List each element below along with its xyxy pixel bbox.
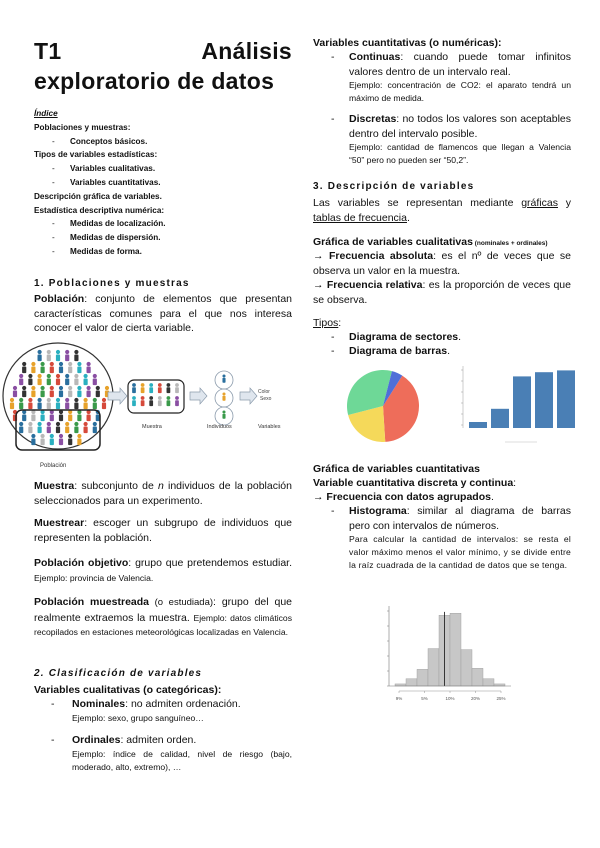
person-body	[93, 402, 97, 409]
muestra-def-a: : subconjunto de	[74, 480, 158, 492]
person-body	[41, 414, 45, 421]
frel-def: : es la proporción de veces que se observa.	[313, 279, 571, 306]
person-icon	[31, 362, 35, 366]
person-body	[22, 390, 26, 397]
index-item	[34, 176, 292, 190]
person-icon	[50, 434, 54, 438]
bar-mark	[469, 422, 487, 428]
objetivo-example: Ejemplo: provincia de Valencia.	[34, 572, 154, 583]
person-icon	[175, 396, 179, 400]
index-item	[34, 190, 292, 204]
bar-chart	[453, 362, 581, 446]
index-item-label: Tipos de variables estadísticas:	[34, 150, 158, 160]
nominales-dash: -	[51, 698, 55, 710]
ordinales-dash: -	[51, 734, 55, 746]
person-body	[102, 402, 106, 409]
muestrear-def: : escoger un subgrupo de individuos que representen la población.	[34, 517, 292, 544]
hist-x-tick-label: 25%	[496, 696, 506, 701]
index-item	[34, 245, 292, 259]
gcuant-heading: Gráfica de variables cuantitativas	[313, 463, 480, 475]
person-icon	[22, 362, 26, 366]
person-body	[222, 378, 225, 383]
index-item-label: Variables cualitativas.	[70, 164, 156, 174]
person-body	[84, 426, 88, 433]
person-icon	[68, 386, 72, 390]
person-icon	[65, 422, 69, 426]
bar-mark	[535, 372, 553, 428]
person-body	[19, 378, 23, 385]
histograma-item	[331, 504, 571, 572]
person-icon	[47, 398, 51, 402]
discretas-def: : no todos los valores son aceptables dentro del intervalo posible.	[349, 113, 571, 140]
person-icon	[47, 374, 51, 378]
person-icon	[50, 386, 54, 390]
person-body	[28, 378, 32, 385]
index-item	[34, 231, 292, 245]
person-body	[141, 387, 145, 393]
person-icon	[105, 386, 109, 390]
person-icon	[87, 362, 91, 366]
muestra-paragraph	[34, 479, 292, 508]
person-icon	[222, 410, 225, 413]
vdisc-heading: Variable cuantitativa discreta y continua	[313, 477, 514, 489]
tipos-line	[313, 316, 341, 331]
person-icon	[68, 434, 72, 438]
person-body	[47, 354, 51, 361]
person-body	[65, 426, 69, 433]
person-body	[84, 402, 88, 409]
person-body	[59, 414, 63, 421]
person-icon	[132, 396, 136, 400]
person-icon	[13, 386, 17, 390]
person-icon	[68, 362, 72, 366]
diagram-individuos-label: Individuos	[207, 424, 232, 430]
left-column	[34, 0, 292, 848]
person-icon	[56, 374, 60, 378]
discretas-item	[331, 112, 571, 167]
s3-text-c: .	[406, 211, 410, 224]
person-body	[19, 402, 23, 409]
person-icon	[59, 362, 63, 366]
person-body	[65, 354, 69, 361]
person-body	[65, 378, 69, 385]
tipos-colon: :	[338, 317, 342, 329]
person-icon	[59, 434, 63, 438]
person-body	[149, 387, 153, 393]
muestreada-def: : grupo del que realmente extraemos la muestra.	[34, 596, 293, 624]
muestreada-term: Población muestreada	[34, 596, 150, 608]
person-body	[96, 390, 100, 397]
section-3-heading: 3. Descripción de variables	[313, 181, 475, 192]
s3-paragraph	[313, 196, 571, 225]
person-body	[68, 366, 72, 373]
muestrear-paragraph	[34, 516, 292, 545]
person-body	[149, 400, 153, 406]
person-body	[74, 426, 78, 433]
person-body	[19, 426, 23, 433]
person-icon	[141, 396, 145, 400]
person-icon	[38, 374, 42, 378]
person-icon	[28, 398, 32, 402]
person-body	[87, 390, 91, 397]
vdisc-line	[313, 476, 516, 491]
person-icon	[141, 383, 145, 387]
objetivo-def: : grupo que pretendemos estudiar.	[128, 557, 292, 569]
objetivo-term: Población objetivo	[34, 557, 129, 569]
person-icon	[10, 398, 14, 402]
person-icon	[28, 422, 32, 426]
hist-x-tick-label: 20%	[470, 696, 481, 701]
person-icon	[19, 422, 23, 426]
person-body	[77, 390, 81, 397]
continuas-item	[331, 50, 571, 105]
person-icon	[41, 434, 45, 438]
person-body	[13, 390, 17, 397]
index-item-label: Poblaciones y muestras:	[34, 122, 131, 132]
poblacion-term: Población	[34, 293, 85, 305]
person-body	[31, 414, 35, 421]
vdisc-colon: :	[513, 477, 517, 489]
person-icon	[77, 386, 81, 390]
fabs-def: : es el nº de veces que se observa un valor en la muestra.	[313, 250, 571, 277]
discretas-example: Ejemplo: cantidad de flamencos que llegan a Valencia “50” pero no pueden ser “50,2”.	[349, 142, 571, 165]
frel-term: → Frecuencia relativa	[313, 279, 423, 291]
hist-x-tick-label: 9%	[395, 696, 403, 701]
person-icon	[38, 398, 42, 402]
person-icon	[222, 392, 225, 395]
histograma-dash: -	[331, 505, 335, 517]
person-icon	[31, 386, 35, 390]
person-icon	[38, 350, 42, 354]
person-body	[87, 414, 91, 421]
person-body	[38, 426, 42, 433]
frel-paragraph	[313, 278, 571, 307]
person-body	[84, 378, 88, 385]
muestra-def-b: individuos de la población seleccionados para un experimento.	[34, 480, 292, 507]
person-icon	[102, 398, 106, 402]
poblacion-paragraph	[34, 292, 292, 336]
index-item-label: Descripción gráfica de variables.	[34, 191, 162, 201]
poblacion-def: : conjunto de elementos que presentan características comunes para el que nos interesa conocer el valor de cierta variable.	[34, 293, 292, 334]
hist-bar	[483, 679, 494, 686]
tipo-1-label: Diagrama de sectores	[349, 331, 459, 343]
index-dash: -	[52, 177, 55, 187]
bar-mark	[491, 409, 509, 428]
person-body	[22, 366, 26, 373]
person-icon	[31, 434, 35, 438]
person-icon	[167, 383, 171, 387]
person-body	[68, 438, 72, 445]
cuantitativas-heading: Variables cuantitativas (o numéricas):	[313, 37, 502, 49]
hist-x-tick-label: 5%	[421, 696, 428, 701]
person-body	[38, 402, 42, 409]
person-body	[28, 426, 32, 433]
index-item-label: Medidas de localización.	[70, 219, 166, 229]
person-body	[50, 414, 54, 421]
cualitativas-heading: Variables cualitativas (o categóricas):	[34, 684, 222, 696]
person-icon	[222, 374, 225, 377]
continuas-term: Continuas	[349, 51, 401, 63]
person-body	[167, 387, 171, 393]
person-body	[50, 438, 54, 445]
index-dash: -	[52, 246, 55, 256]
person-icon	[47, 422, 51, 426]
person-icon	[74, 422, 78, 426]
person-icon	[77, 362, 81, 366]
index-list	[34, 121, 292, 259]
nominales-term: Nominales	[72, 698, 126, 710]
person-body	[50, 390, 54, 397]
person-body	[50, 366, 54, 373]
person-body	[87, 366, 91, 373]
person-icon	[59, 386, 63, 390]
person-body	[47, 402, 51, 409]
person-body	[65, 402, 69, 409]
nominales-example: Ejemplo: sexo, grupo sanguíneo…	[72, 712, 204, 723]
index-heading: Índice	[34, 109, 58, 118]
hist-bar	[406, 679, 417, 686]
person-body	[77, 366, 81, 373]
muestrear-term: Muestrear	[34, 517, 85, 529]
person-icon	[50, 362, 54, 366]
hist-bar	[472, 668, 483, 686]
index-item	[34, 217, 292, 231]
tipo-1: - Diagrama de sectores.	[331, 331, 462, 343]
muestreada-paren: (o estudiada)	[149, 597, 214, 608]
person-body	[22, 414, 26, 421]
person-icon	[41, 386, 45, 390]
ordinales-def: : admiten orden.	[120, 734, 197, 746]
nominales-def: : no admiten ordenación.	[125, 698, 241, 710]
person-icon	[28, 374, 32, 378]
s3-graficas: gráficas	[521, 197, 558, 209]
person-body	[59, 438, 63, 445]
gcual-heading: Gráfica de variables cualitativas	[313, 236, 473, 248]
person-body	[68, 390, 72, 397]
fabs-paragraph	[313, 249, 571, 278]
tipo-2: - Diagrama de barras.	[331, 345, 450, 357]
s3-text-a: Las variables se representan mediante	[313, 197, 522, 209]
index-item	[34, 148, 292, 162]
person-body	[93, 378, 97, 385]
person-body	[56, 402, 60, 409]
muestra-n: n	[157, 480, 164, 492]
person-body	[175, 387, 179, 393]
ordinales-item	[51, 733, 292, 774]
person-body	[47, 426, 51, 433]
person-body	[38, 354, 42, 361]
person-body	[222, 414, 225, 419]
person-body	[56, 378, 60, 385]
population-diagram	[0, 340, 300, 472]
fabs-term: → Frecuencia absoluta	[313, 250, 434, 262]
index-dash: -	[52, 233, 55, 243]
person-icon	[65, 350, 69, 354]
person-icon	[167, 396, 171, 400]
person-body	[56, 426, 60, 433]
person-body	[41, 438, 45, 445]
person-body	[41, 390, 45, 397]
person-body	[77, 438, 81, 445]
page-title: T1 Análisis exploratorio de datos	[34, 38, 292, 94]
person-body	[77, 414, 81, 421]
person-icon	[84, 374, 88, 378]
person-icon	[65, 374, 69, 378]
person-body	[222, 396, 225, 401]
person-body	[41, 366, 45, 373]
person-body	[132, 387, 136, 393]
histograma-example: Para calcular la cantidad de intervalos: se resta el valor máximo menos el valor mínimo, y se divide entre la raíz cuadrada de la cantidad de datos que se tenga.	[349, 534, 571, 570]
fagr-dot: .	[490, 491, 494, 503]
muestra-term: Muestra	[34, 480, 75, 492]
person-body	[10, 402, 14, 409]
diagram-variables-label: Variables	[258, 424, 281, 430]
diagram-sexo-label: Sexo	[260, 396, 272, 402]
person-icon	[84, 398, 88, 402]
histograma-def: : similar al diagrama de barras pero con intervalos de números.	[349, 505, 571, 532]
section-2-heading: 2. Clasificación de variables	[34, 668, 203, 679]
person-body	[132, 400, 136, 406]
hist-x-tick-label: 10%	[445, 696, 455, 701]
person-body	[74, 402, 78, 409]
index-dash: -	[52, 164, 55, 174]
person-icon	[158, 396, 162, 400]
person-body	[59, 390, 63, 397]
person-icon	[175, 383, 179, 387]
index-item	[34, 121, 292, 135]
person-body	[158, 400, 162, 406]
tipo-1-dash: -	[331, 331, 335, 343]
person-icon	[41, 362, 45, 366]
diagram-muestra-label: Muestra	[142, 424, 162, 430]
s3-text-b: y	[557, 197, 572, 209]
diagram-poblacion-label: Población	[40, 463, 67, 469]
person-icon	[74, 374, 78, 378]
person-body	[47, 378, 51, 385]
ordinales-term: Ordinales	[72, 734, 121, 746]
nominales-item	[51, 697, 292, 725]
index-item-label: Medidas de forma.	[70, 246, 142, 256]
hist-bar	[494, 684, 505, 686]
person-body	[31, 390, 35, 397]
person-icon	[56, 398, 60, 402]
histogram	[369, 600, 517, 708]
person-icon	[96, 386, 100, 390]
person-icon	[19, 398, 23, 402]
hist-bar	[395, 684, 406, 686]
person-body	[31, 438, 35, 445]
person-icon	[74, 350, 78, 354]
person-icon	[87, 386, 91, 390]
index	[34, 107, 292, 259]
index-item-label: Conceptos básicos.	[70, 136, 148, 146]
person-body	[59, 366, 63, 373]
person-body	[56, 354, 60, 361]
person-body	[28, 402, 32, 409]
person-icon	[19, 374, 23, 378]
s3-tablas: tablas de frecuencia	[313, 211, 407, 224]
section-1-heading: 1. Poblaciones y muestras	[34, 278, 190, 289]
person-icon	[65, 398, 69, 402]
muestreada-example: Ejemplo: datos climáticos recopilados en estaciones meteorológicas localizadas en Valencia.	[34, 612, 292, 637]
tipo-2-dash: -	[331, 345, 335, 357]
person-icon	[132, 383, 136, 387]
bar-mark	[557, 370, 575, 428]
person-icon	[149, 383, 153, 387]
index-item-label: Variables cuantitativas.	[70, 177, 161, 187]
discretas-term: Discretas	[349, 113, 397, 125]
person-icon	[47, 350, 51, 354]
continuas-example: Ejemplo: concentración de CO2: el aparato tendrá un máximo de medida.	[349, 80, 571, 103]
objetivo-paragraph	[34, 556, 292, 585]
index-item	[34, 162, 292, 176]
hist-bar	[461, 650, 472, 686]
pie-chart	[343, 366, 423, 446]
index-item-label: Medidas de dispersión.	[70, 233, 161, 243]
bar-mark	[513, 376, 531, 428]
person-icon	[84, 422, 88, 426]
person-icon	[22, 386, 26, 390]
person-icon	[77, 434, 81, 438]
histograma-term: Histograma	[349, 505, 407, 517]
hist-bar	[450, 613, 461, 686]
person-icon	[93, 374, 97, 378]
index-item	[34, 204, 292, 218]
index-dash: -	[52, 219, 55, 229]
gcual-small: (nominales + ordinales)	[472, 240, 548, 247]
person-icon	[74, 398, 78, 402]
ordinales-example: Ejemplo: índice de calidad, nivel de riesgo (bajo, moderado, alto, extremo), …	[72, 748, 292, 772]
hist-bar	[417, 669, 428, 686]
person-body	[31, 366, 35, 373]
person-icon	[158, 383, 162, 387]
person-body	[167, 400, 171, 406]
discretas-dash: -	[331, 113, 335, 125]
index-item-label: Estadística descriptiva numérica:	[34, 205, 165, 215]
person-body	[141, 400, 145, 406]
person-icon	[56, 422, 60, 426]
continuas-dash: -	[331, 51, 335, 63]
person-body	[68, 414, 72, 421]
right-column	[313, 0, 571, 848]
tipos-label: Tipos	[313, 317, 339, 329]
person-body	[74, 378, 78, 385]
person-icon	[93, 422, 97, 426]
person-body	[158, 387, 162, 393]
muestreada-paragraph	[34, 595, 292, 640]
person-body	[38, 378, 42, 385]
person-body	[74, 354, 78, 361]
continuas-def: : cuando puede tomar infinitos valores dentro de un intervalo real.	[349, 51, 571, 78]
tipo-2-label: Diagrama de barras	[349, 345, 448, 357]
index-item	[34, 135, 292, 149]
hist-bar	[428, 649, 439, 686]
person-icon	[149, 396, 153, 400]
person-body	[175, 400, 179, 406]
person-icon	[56, 350, 60, 354]
index-dash: -	[52, 136, 55, 146]
fagr-term: → Frecuencia con datos agrupados	[313, 491, 491, 503]
person-icon	[93, 398, 97, 402]
person-body	[93, 426, 97, 433]
diagram-color-label: Color	[258, 389, 270, 395]
person-icon	[38, 422, 42, 426]
fagr-line	[313, 490, 494, 505]
